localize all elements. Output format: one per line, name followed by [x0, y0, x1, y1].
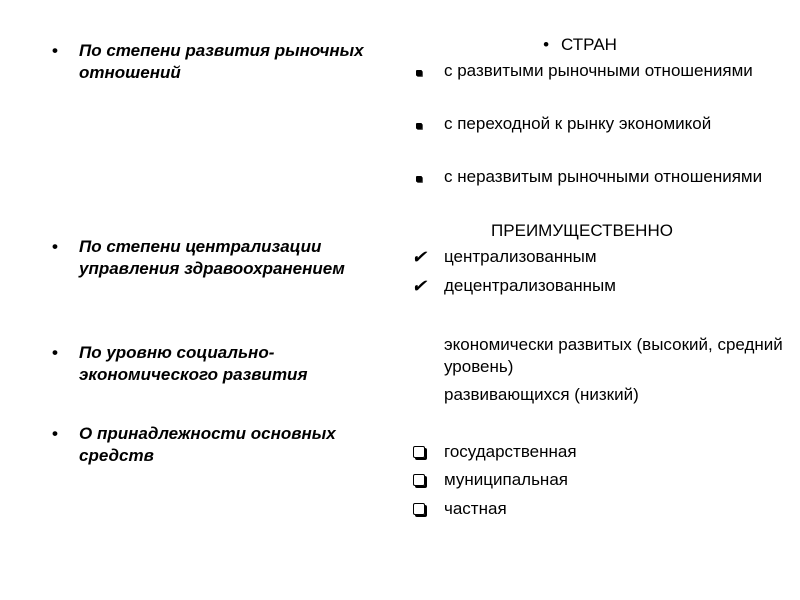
checkmark-icon: ✔: [411, 247, 427, 267]
criterion-socio-economic: [52, 342, 392, 386]
criterion-label: По степени централизации управления здравоохранением: [79, 237, 345, 278]
shadowed-box-icon: [404, 441, 434, 464]
list-item-undeveloped-market: [404, 166, 794, 188]
list-item-centralized: [404, 246, 794, 268]
shadowed-box-icon: [404, 469, 434, 492]
list-item-developed-economy: [404, 334, 794, 378]
checkmark-icon: ✔: [411, 276, 427, 296]
square-bullet-icon: [404, 166, 434, 188]
countries-heading: [480, 34, 680, 56]
bullet-icon: •: [52, 41, 58, 60]
list-item-state: [404, 441, 794, 463]
list-item-label: децентрализованным: [444, 276, 616, 295]
bullet-icon: •: [52, 424, 58, 443]
list-item-label: с развитыми рыночными отношениями: [444, 61, 753, 80]
square-bullet-icon: [404, 60, 434, 82]
list-item-municipal: [404, 469, 794, 491]
criterion-market-development: [52, 40, 392, 84]
criterion-label: О принадлежности основных средств: [79, 424, 336, 465]
bullet-icon: •: [52, 237, 58, 256]
square-bullet-icon: [404, 113, 434, 135]
list-item-label: частная: [444, 499, 507, 518]
criterion-centralization: [52, 236, 392, 280]
criterion-ownership: [52, 423, 392, 467]
list-item-label: развивающихся (низкий): [444, 385, 639, 404]
criterion-label: По степени развития рыночных отношений: [79, 41, 364, 82]
bullet-icon: •: [52, 343, 58, 362]
list-item-label: муниципальная: [444, 470, 568, 489]
list-item-label: с переходной к рынку экономикой: [444, 114, 712, 133]
list-item-label: централизованным: [444, 247, 597, 266]
criterion-label: По уровню социально-экономического развития: [79, 343, 308, 384]
bullet-icon: •: [543, 35, 550, 54]
shadowed-box-icon: [404, 498, 434, 521]
list-item-label: экономически развитых (высокий, средний уровень): [444, 335, 783, 376]
list-item-label: с неразвитым рыночными отношениями: [444, 167, 763, 186]
list-item-developed-market: [404, 60, 794, 82]
list-item-developing-economy: [404, 384, 794, 406]
list-item-label: государственная: [444, 442, 577, 461]
countries-heading-label: СТРАН: [561, 35, 617, 54]
list-item-transitional-market: [404, 113, 794, 135]
predominantly-heading: ПРЕИМУЩЕСТВЕННО: [491, 221, 673, 240]
list-item-decentralized: [404, 275, 794, 297]
list-item-private: [404, 498, 794, 520]
